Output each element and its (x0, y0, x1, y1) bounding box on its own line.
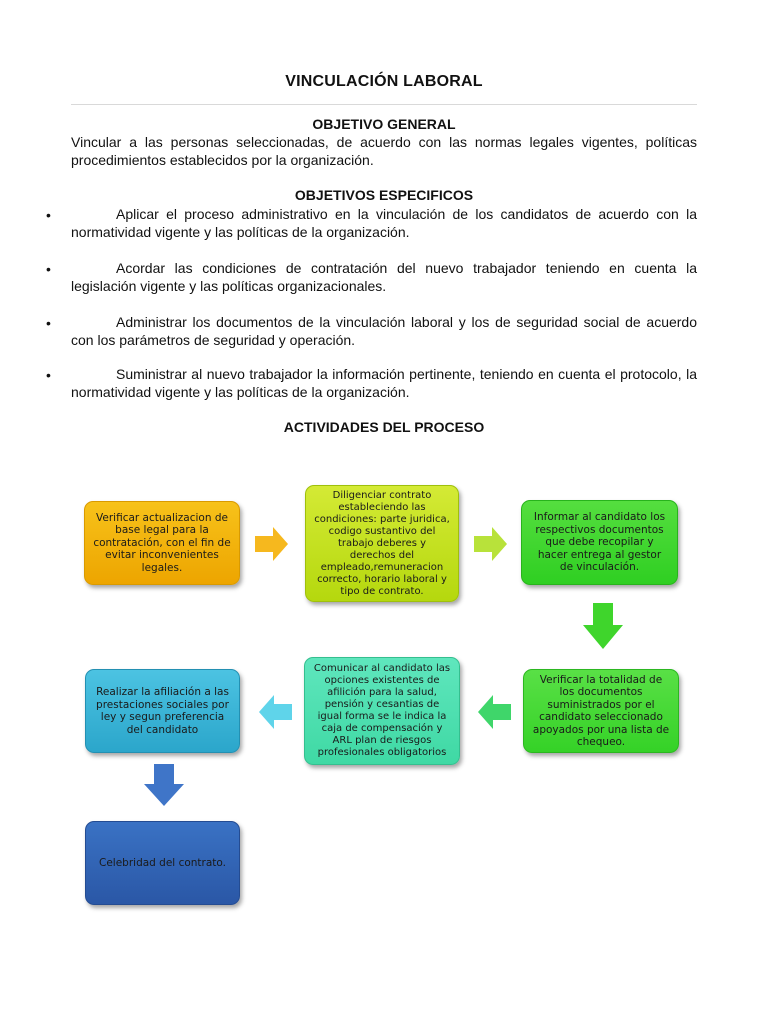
process-step-3-text: Informar al candidato los respectivos documentos que debe recopilar y hacer entrega al gestor de vinculación. (533, 511, 666, 574)
arrow-down-icon (144, 764, 184, 806)
objetivo-especifico-item: Aplicar el proceso administrativo en la vinculación de los candidatos de acuerdo con la normatividad vigente y las políticas de la organización. (71, 206, 697, 240)
arrow-right-icon (255, 527, 289, 561)
title-divider (71, 104, 697, 105)
process-step-4 (523, 669, 679, 753)
bullet-marker: • (46, 207, 51, 223)
arrow-right-icon (474, 527, 508, 561)
process-step-1 (84, 501, 240, 585)
bullet-marker: • (46, 315, 51, 331)
objetivos-especificos-heading: OBJETIVOS ESPECIFICOS (294, 187, 474, 203)
objetivo-especifico-item: Administrar los documentos de la vinculación laboral y los de seguridad social de acuerdo con los parámetros de seguridad y operación. (71, 314, 697, 348)
page-title: VINCULACIÓN LABORAL (285, 73, 483, 90)
process-step-6 (85, 669, 240, 753)
process-step-3 (521, 500, 678, 585)
process-step-4-text: Verificar la totalidad de los documentos suministrados por el candidato seleccionado apoyados por una lista de chequeo. (532, 673, 670, 748)
arrow-down-icon (583, 603, 623, 649)
actividades-heading: ACTIVIDADES DEL PROCESO (283, 419, 485, 435)
objetivo-general-heading: OBJETIVO GENERAL (312, 116, 456, 132)
objetivo-especifico-item: Suministrar al nuevo trabajador la información pertinente, teniendo en cuenta el protocolo, la normatividad vigente y las políticas de la organización. (71, 366, 697, 400)
process-step-5-text: Comunicar al candidato las opciones existentes de afilición para la salud, pensión y cesantias de igual forma se le indica la caja de compensación y ARL plan de riesgos profesionales obligatorios (313, 663, 451, 758)
bullet-marker: • (46, 367, 51, 383)
objetivo-general-text: Vincular a las personas seleccionadas, de acuerdo con las normas legales vigentes, políticas procedimientos establecidos por la organización. (71, 134, 697, 168)
process-step-7-text: Celebridad del contrato. (99, 856, 226, 869)
arrow-left-icon (477, 695, 511, 729)
process-step-2 (305, 485, 459, 602)
objetivo-especifico-item: Acordar las condiciones de contratación del nuevo trabajador teniendo en cuenta la legislación vigente y las políticas organizacionales. (71, 260, 697, 294)
process-step-1-text: Verificar actualizacion de base legal para la contratación, con el fin de evitar inconvenientes legales. (93, 511, 231, 574)
process-step-7 (85, 821, 240, 905)
process-step-2-text: Diligenciar contrato estableciendo las condiciones: parte juridica, codigo sustantivo del trabajo deberes y derechos del empleado,remuneracion correcto, horario laboral y tipo de contrato. (314, 489, 450, 597)
process-step-6-text: Realizar la afiliación a las prestaciones sociales por ley y segun preferencia del candidato (96, 686, 229, 736)
arrow-left-icon (258, 695, 292, 729)
process-step-5 (304, 657, 460, 765)
bullet-marker: • (46, 261, 51, 277)
